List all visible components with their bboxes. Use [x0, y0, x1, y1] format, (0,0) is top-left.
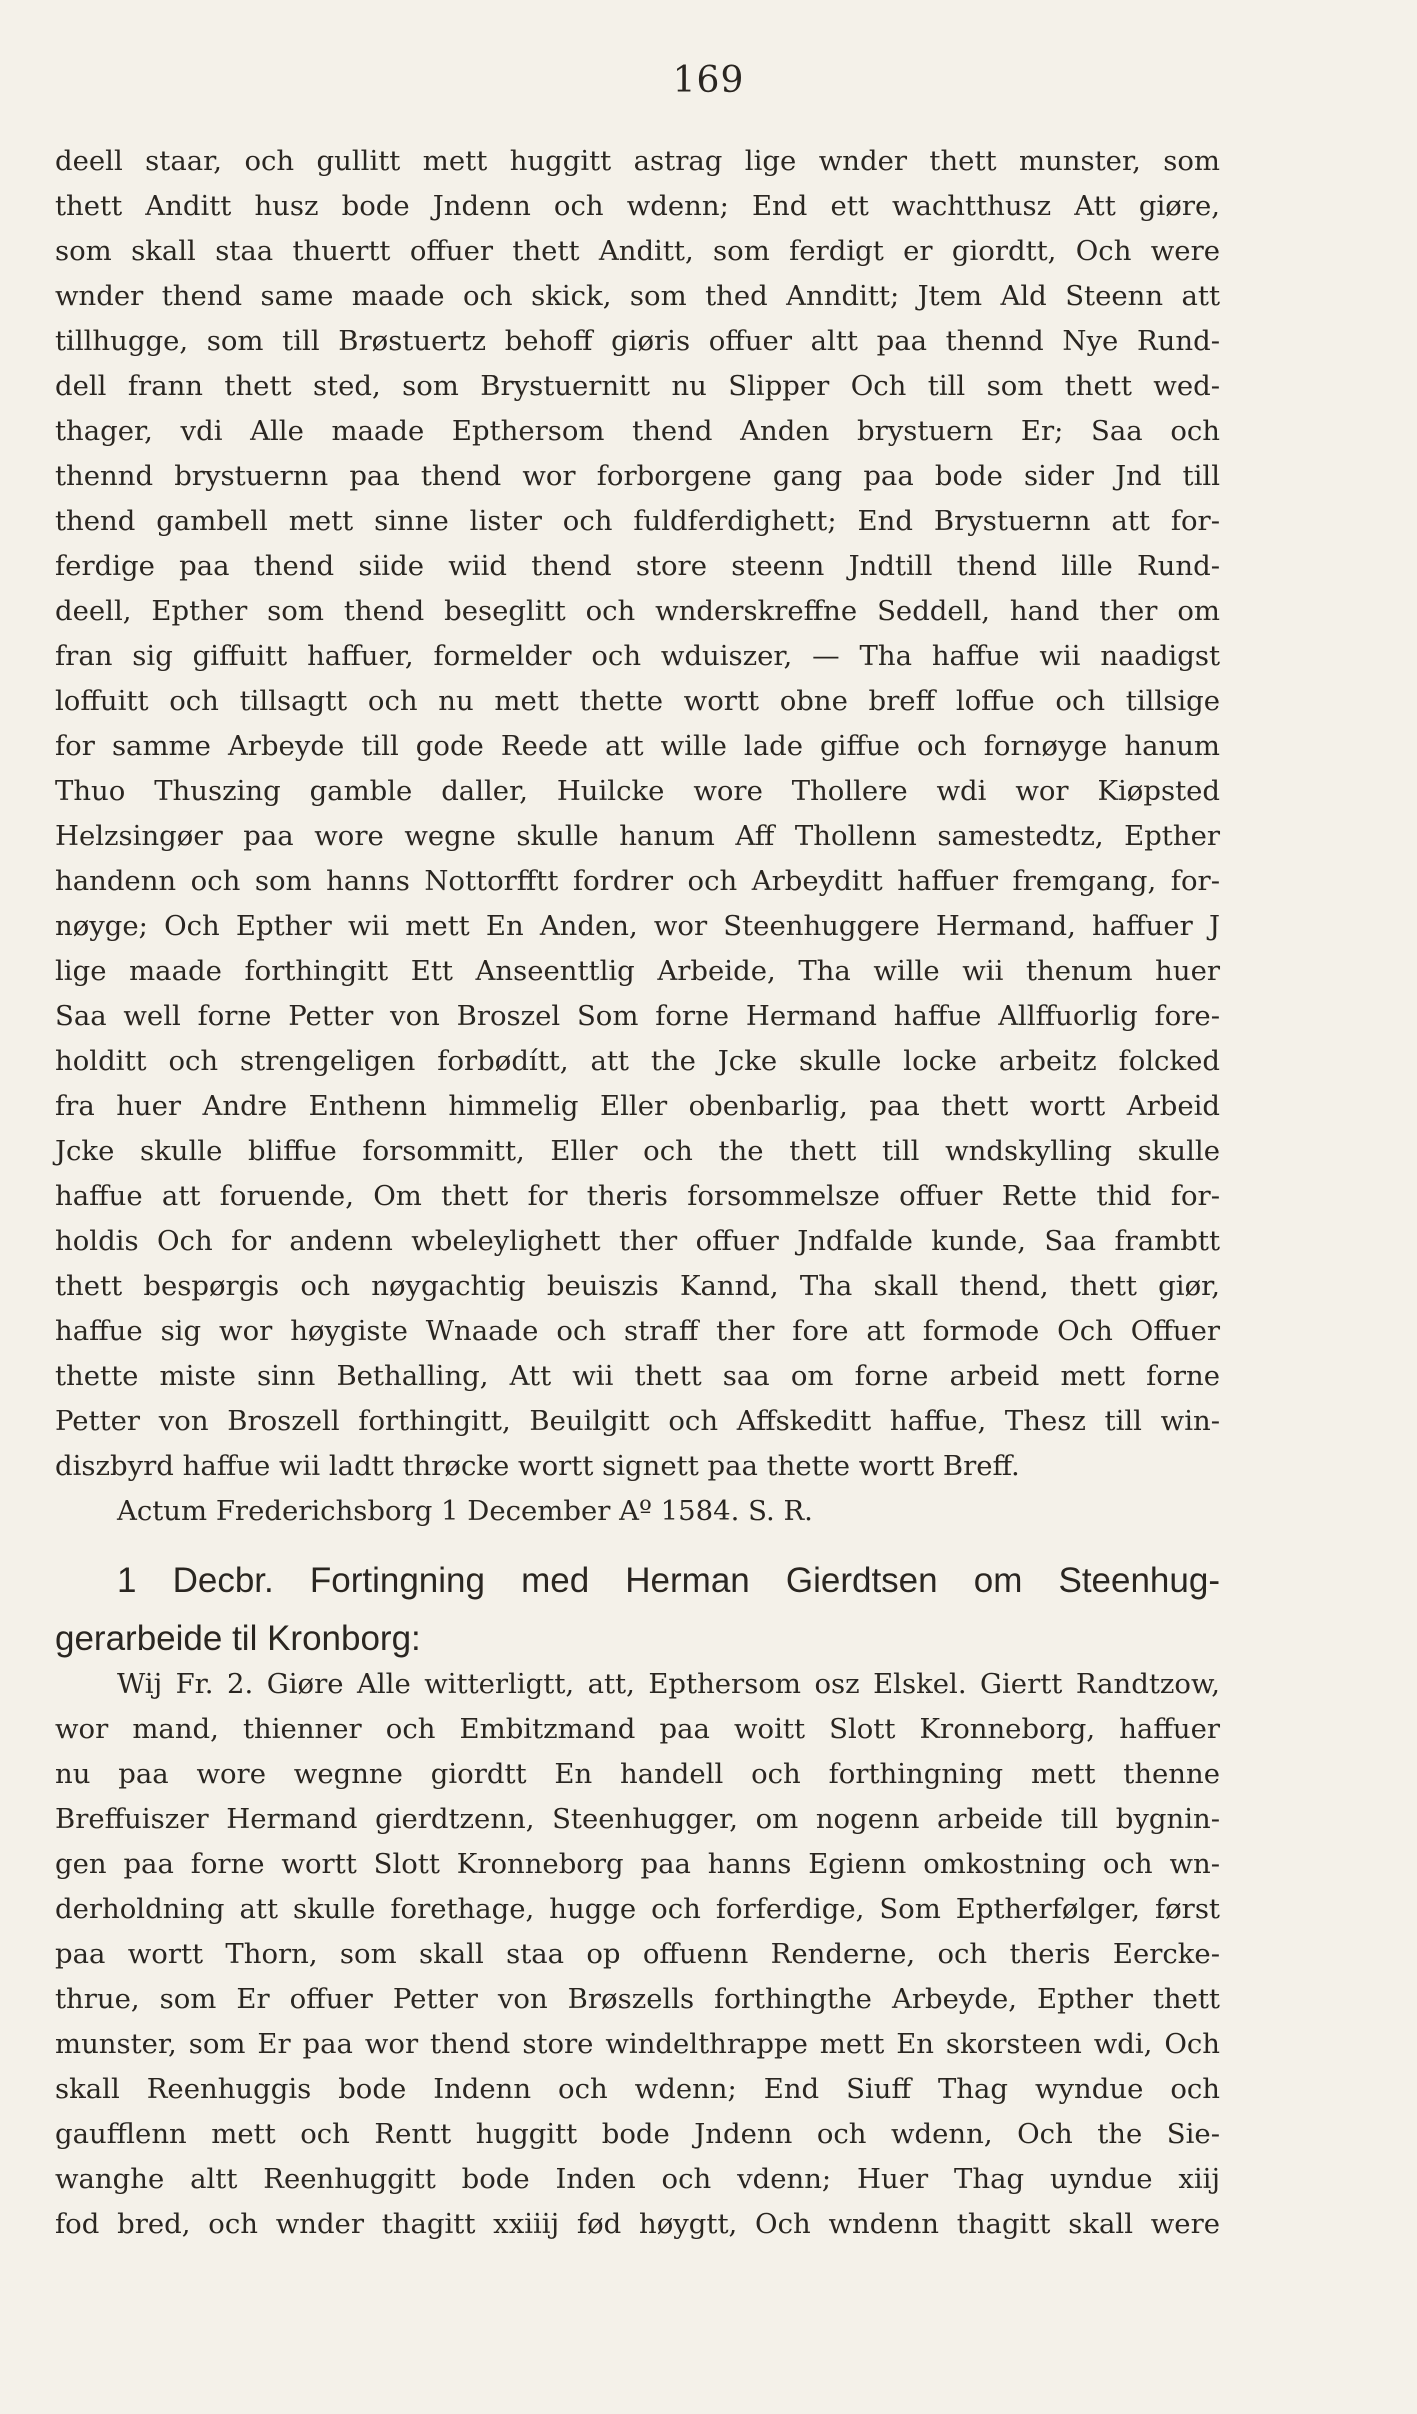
text-line: thager, vdi Alle maade Epthersom thend Anden brystuern Er; Saa och	[55, 415, 1220, 447]
page-number: 169	[672, 60, 745, 101]
text-line: thett bespørgis och nøygachtig beuiszis Kannd, Tha skall thend, thett giør,	[55, 1270, 1220, 1302]
text-line: thette miste sinn Bethalling, Att wii thett saa om forne arbeid mett forne	[55, 1360, 1220, 1392]
heading-line: gerarbeide til Kronborg:	[55, 1619, 421, 1658]
text-line: derholdning att skulle forethage, hugge och forferdige, Som Eptherfølger, først	[55, 1893, 1220, 1925]
text-line: Thuo Thuszing gamble daller, Huilcke wore Thollere wdi wor Kiøpsted	[55, 775, 1220, 807]
text-line: fod bred, och wnder thagitt xxiiij fød høygtt, Och wndenn thagitt skall were	[55, 2208, 1220, 2240]
text-line: diszbyrd haffue wii ladtt thrøcke wortt signett paa thette wortt Breff.	[55, 1450, 1020, 1482]
text-line: Saa well forne Petter von Broszel Som forne Hermand haffue Allffuorlig fore-	[55, 1000, 1220, 1032]
section-heading	[55, 1552, 1220, 1668]
text-line: fra huer Andre Enthenn himmelig Eller obenbarlig, paa thett wortt Arbeid	[55, 1090, 1220, 1122]
text-line: loffuitt och tillsagtt och nu mett thette wortt obne breff loffue och tillsige	[55, 685, 1220, 717]
text-line: nu paa wore wegnne giordtt En handell och forthingning mett thenne	[55, 1758, 1220, 1790]
text-line: lige maade forthingitt Ett Anseenttlig Arbeide, Tha wille wii thenum huer	[55, 955, 1220, 987]
text-line: handenn och som hanns Nottorfftt fordrer och Arbeyditt haffuer fremgang, for-	[55, 865, 1220, 897]
text-line: Petter von Broszell forthingitt, Beuilgitt och Affskeditt haffue, Thesz till win-	[55, 1405, 1220, 1437]
text-block-decree	[55, 139, 1220, 1534]
text-line: thett Anditt husz bode Jndenn och wdenn; End ett wachtthusz Att giøre,	[55, 190, 1220, 222]
text-line: wnder thend same maade och skick, som thed Annditt; Jtem Ald Steenn att	[55, 280, 1220, 312]
text-line: tillhugge, som till Brøstuertz behoff giøris offuer altt paa thennd Nye Rund-	[55, 325, 1220, 357]
text-line: Helzsingøer paa wore wegne skulle hanum Aff Thollenn samestedtz, Epther	[55, 820, 1220, 852]
text-line: Breffuiszer Hermand gierdtzenn, Steenhugger, om nogenn arbeide till bygnin-	[55, 1803, 1220, 1835]
text-line: paa wortt Thorn, som skall staa op offuenn Renderne, och theris Eercke-	[55, 1938, 1220, 1970]
text-line: Wij Fr. 2. Giøre Alle witterligtt, att, Epthersom osz Elskel. Giertt Randtzow,	[117, 1668, 1220, 1700]
heading-line: 1 Decbr. Fortingning med Herman Gierdtsen om Steenhug-	[117, 1561, 1220, 1600]
text-line: for samme Arbeyde till gode Reede att wille lade giffue och fornøyge hanum	[55, 730, 1220, 762]
text-line: wor mand, thienner och Embitzmand paa woitt Slott Kronneborg, haffuer	[55, 1713, 1220, 1745]
dateline: Actum Frederichsborg 1 December Aº 1584. S. R.	[117, 1495, 813, 1527]
text-line: dell frann thett sted, som Brystuernitt nu Slipper Och till som thett wed-	[55, 370, 1220, 402]
text-line: deell staar, och gullitt mett huggitt astrag lige wnder thett munster, som	[55, 145, 1220, 177]
text-line: skall Reenhuggis bode Indenn och wdenn; End Siuff Thag wyndue och	[55, 2073, 1220, 2105]
text-line: deell, Epther som thend beseglitt och wnderskreffne Seddell, hand ther om	[55, 595, 1220, 627]
text-line: haffue sig wor høygiste Wnaade och straff ther fore att formode Och Offuer	[55, 1315, 1220, 1347]
text-line: gaufflenn mett och Rentt huggitt bode Jndenn och wdenn, Och the Sie-	[55, 2118, 1220, 2150]
text-line: wanghe altt Reenhuggitt bode Inden och vdenn; Huer Thag uyndue xiij	[55, 2163, 1220, 2195]
text-line: holditt och strengeligen forbødítt, att the Jcke skulle locke arbeitz folcked	[55, 1045, 1220, 1077]
text-line: ferdige paa thend siide wiid thend store steenn Jndtill thend lille Rund-	[55, 550, 1220, 582]
text-line: holdis Och for andenn wbeleylighett ther offuer Jndfalde kunde, Saa frambtt	[55, 1225, 1220, 1257]
text-block-contract	[55, 1662, 1220, 2247]
text-line: thrue, som Er offuer Petter von Brøszells forthingthe Arbeyde, Epther thett	[55, 1983, 1220, 2015]
text-line: thend gambell mett sinne lister och fuldferdighett; End Brystuernn att for-	[55, 505, 1220, 537]
text-line: fran sig giffuitt haffuer, formelder och wduiszer, — Tha haffue wii naadigst	[55, 640, 1220, 672]
text-line: thennd brystuernn paa thend wor forborgene gang paa bode sider Jnd till	[55, 460, 1220, 492]
text-line: Jcke skulle bliffue forsommitt, Eller och the thett till wndskylling skulle	[55, 1135, 1220, 1167]
text-line: gen paa forne wortt Slott Kronneborg paa hanns Egienn omkostning och wn-	[55, 1848, 1220, 1880]
text-line: nøyge; Och Epther wii mett En Anden, wor Steenhuggere Hermand, haffuer J	[55, 910, 1220, 942]
text-line: som skall staa thuertt offuer thett Anditt, som ferdigt er giordtt, Och were	[55, 235, 1220, 267]
text-line: haffue att foruende, Om thett for theris forsommelsze offuer Rette thid for-	[55, 1180, 1220, 1212]
text-line: munster, som Er paa wor thend store windelthrappe mett En skorsteen wdi, Och	[55, 2028, 1220, 2060]
